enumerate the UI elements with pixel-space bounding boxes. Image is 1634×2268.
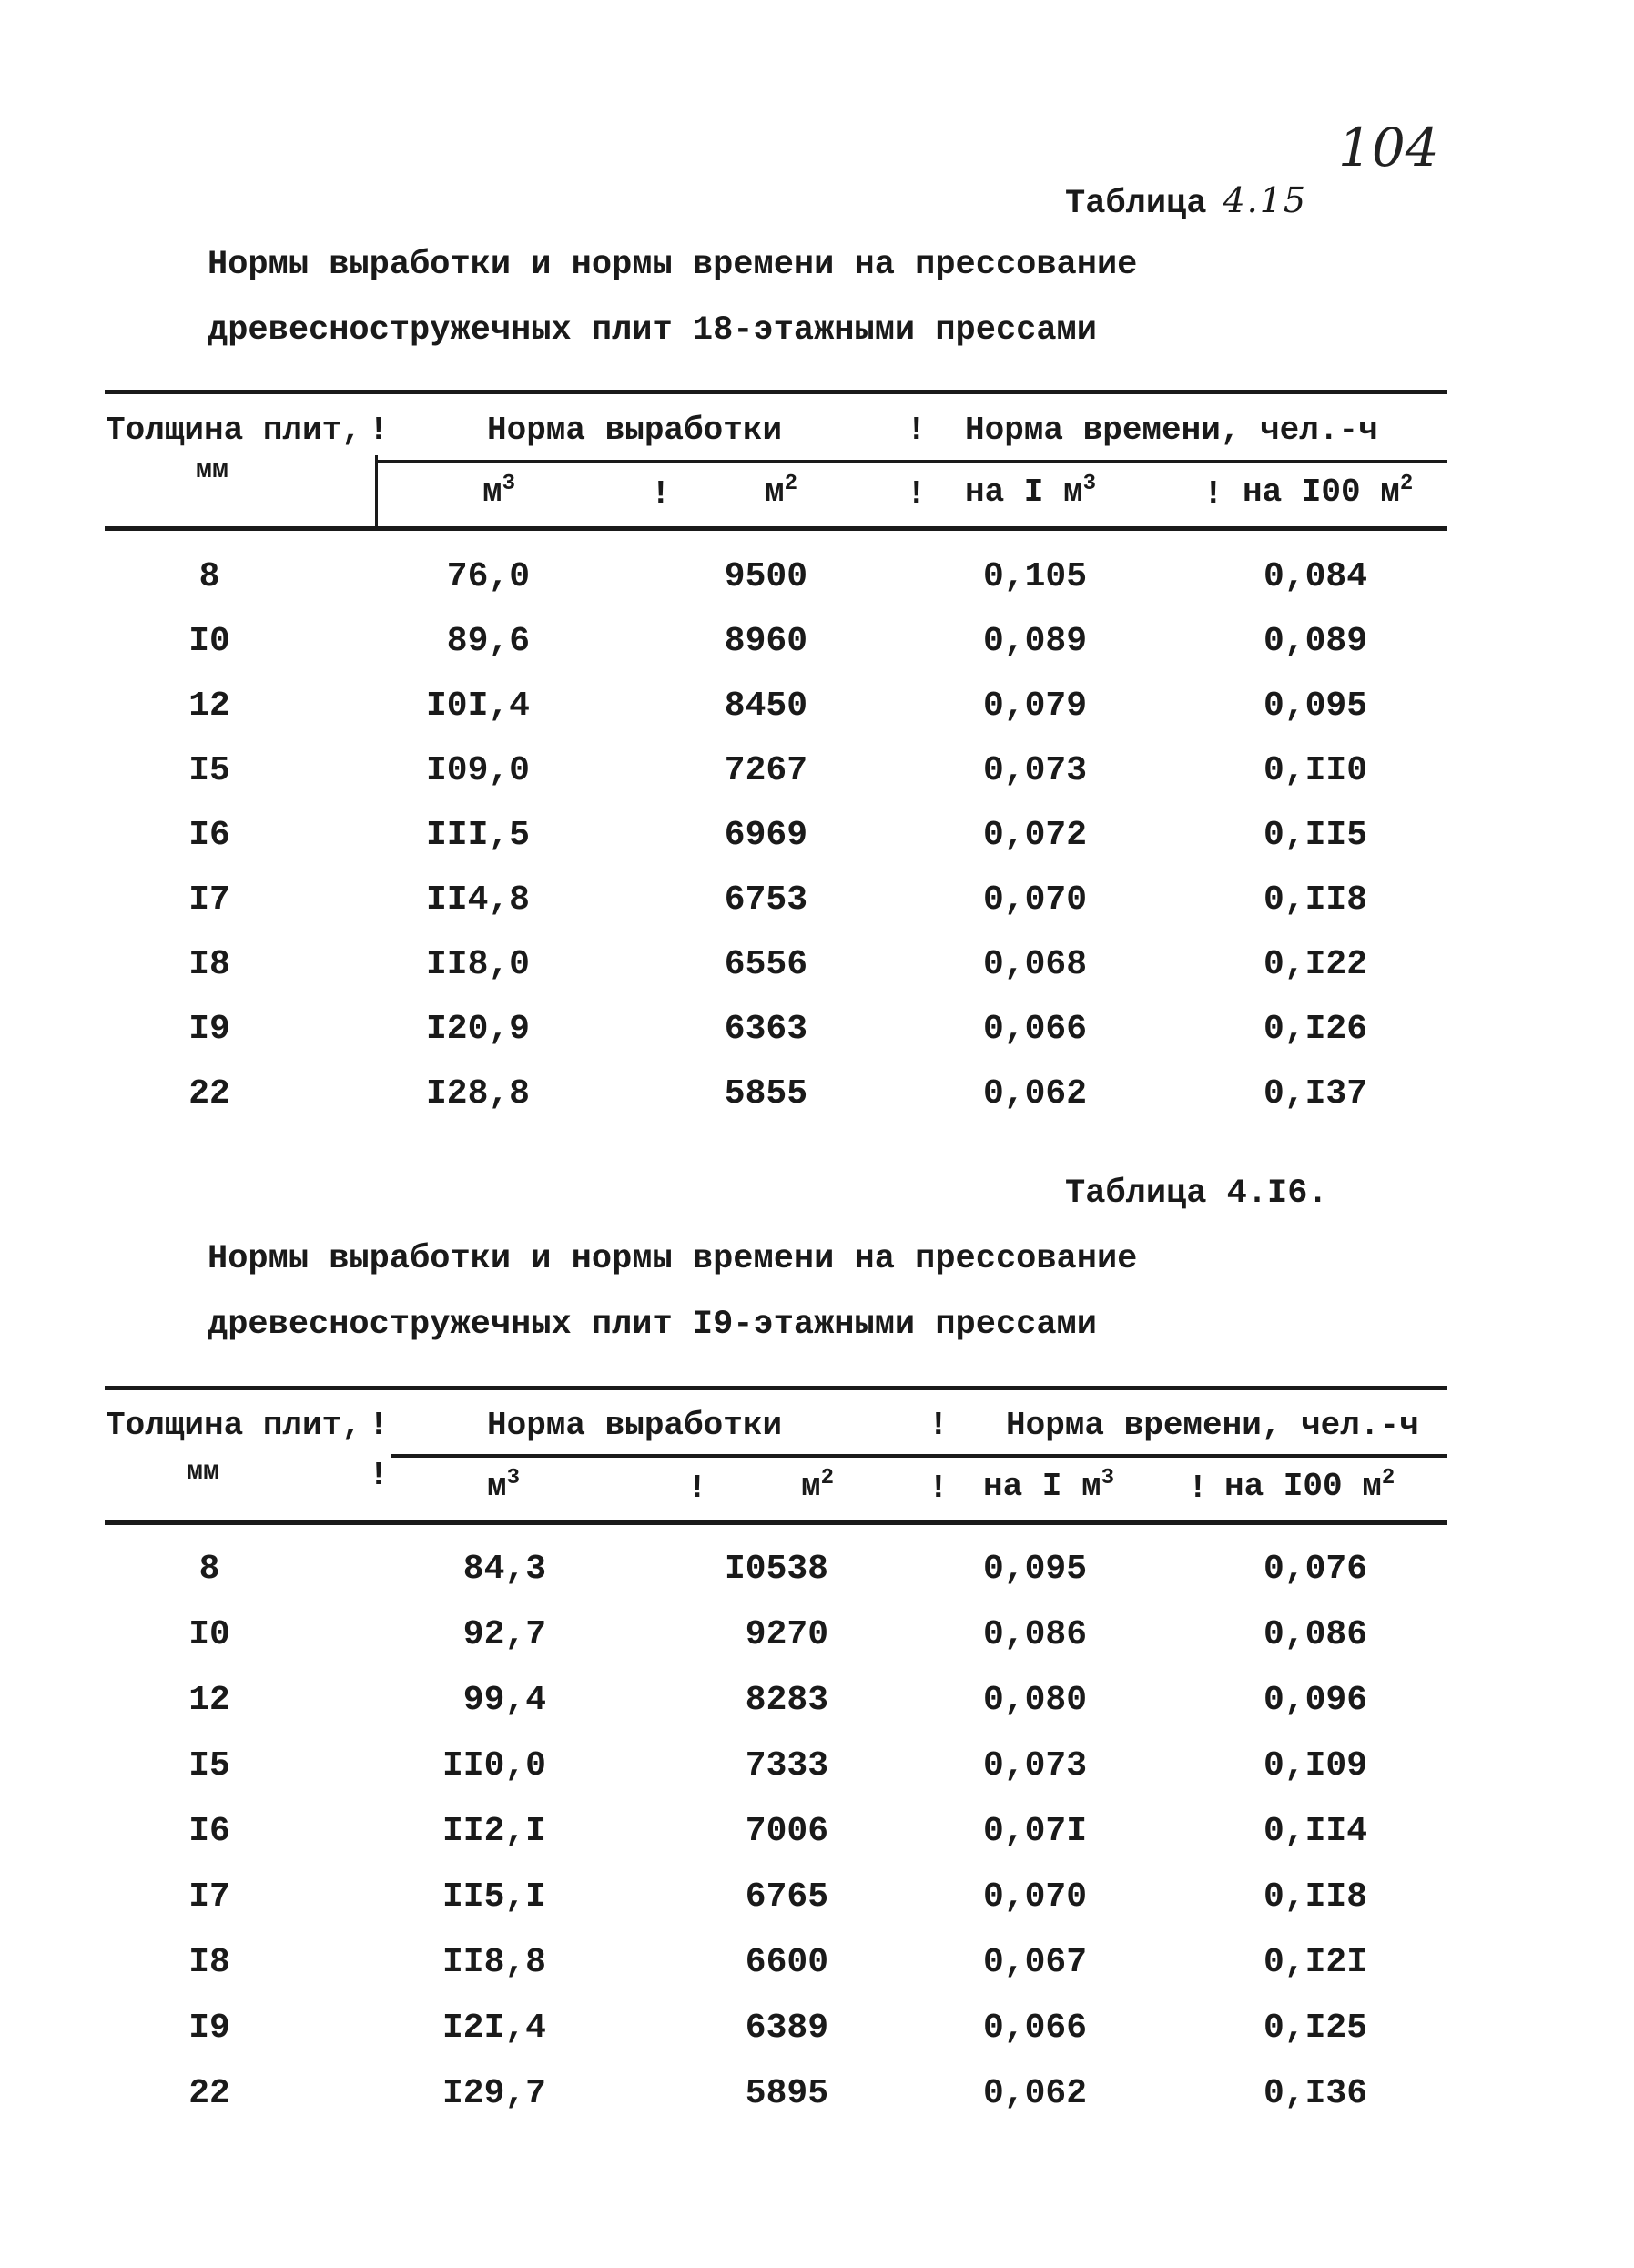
- table-row: [0, 880, 1634, 935]
- column-separator: !: [369, 412, 389, 449]
- unit-label: на I м: [983, 1468, 1101, 1505]
- table-label: [1065, 180, 1307, 223]
- cell-time-100m2: 0,II8: [1264, 1877, 1368, 1917]
- cell-time-1m3: 0,066: [983, 2009, 1088, 2048]
- cell-time-1m3: 0,070: [983, 1877, 1088, 1917]
- table-label: Таблица 4.I6.: [1065, 1175, 1328, 1213]
- table-row: [0, 945, 1634, 1000]
- cell-output-m2: 9270: [745, 1615, 828, 1654]
- cell-time-100m2: 0,096: [1264, 1681, 1368, 1720]
- header-output-group: Норма выработки: [487, 412, 783, 449]
- cell-thickness: I5: [188, 751, 230, 790]
- cell-output-m3: II0,0: [441, 1746, 546, 1785]
- cell-output-m2: 9500: [724, 557, 807, 596]
- cell-time-1m3: 0,07I: [983, 1812, 1088, 1851]
- cell-output-m3: III,5: [425, 816, 530, 855]
- header-thickness: Толщина плит,: [106, 412, 361, 449]
- cell-output-m2: 6556: [724, 945, 807, 984]
- unit-label: на I00 м: [1224, 1468, 1382, 1505]
- table-row: [0, 1746, 1634, 1801]
- cell-time-1m3: 0,068: [983, 945, 1088, 984]
- header-time-per-100m2: [1243, 473, 1413, 511]
- cell-time-100m2: 0,II4: [1264, 1812, 1368, 1851]
- cell-time-100m2: 0,II8: [1264, 880, 1368, 920]
- cell-output-m2: 6969: [724, 816, 807, 855]
- cell-time-1m3: 0,067: [983, 1943, 1088, 1982]
- cell-time-100m2: 0,084: [1264, 557, 1368, 596]
- header-time-per-1m3: [965, 473, 1096, 511]
- cell-time-1m3: 0,073: [983, 1746, 1088, 1785]
- cell-output-m3: 92,7: [462, 1615, 546, 1654]
- table-row: [0, 1812, 1634, 1866]
- cell-time-100m2: 0,I37: [1264, 1074, 1368, 1114]
- cell-thickness: 22: [188, 2074, 230, 2113]
- header-thickness-unit: мм: [196, 455, 229, 486]
- table-row: [0, 687, 1634, 741]
- header-output-m3: [482, 473, 515, 511]
- cell-output-m3: I09,0: [425, 751, 530, 790]
- cell-time-100m2: 0,I26: [1264, 1010, 1368, 1049]
- cell-output-m2: 6765: [745, 1877, 828, 1917]
- cell-thickness: I0: [188, 622, 230, 661]
- table-row: [0, 1877, 1634, 1932]
- cell-thickness: I9: [188, 1010, 230, 1049]
- cell-output-m2: 5895: [745, 2074, 828, 2113]
- cell-output-m2: 6363: [724, 1010, 807, 1049]
- column-separator: !: [369, 1407, 389, 1444]
- header-output-group: Норма выработки: [487, 1407, 783, 1444]
- cell-time-100m2: 0,086: [1264, 1615, 1368, 1654]
- unit-label: на I00 м: [1243, 473, 1400, 511]
- cell-thickness: I6: [188, 816, 230, 855]
- cell-time-1m3: 0,089: [983, 622, 1088, 661]
- cell-thickness: 8: [198, 557, 220, 596]
- column-separator: !: [1203, 475, 1223, 513]
- cell-output-m3: 76,0: [446, 557, 530, 596]
- cell-output-m3: I20,9: [425, 1010, 530, 1049]
- cell-output-m2: 6389: [745, 2009, 828, 2048]
- column-separator: !: [929, 1470, 949, 1507]
- column-separator: !: [929, 1407, 949, 1444]
- header-output-m2: [765, 473, 797, 511]
- table-row: [0, 1010, 1634, 1064]
- cell-thickness: I7: [188, 880, 230, 920]
- cell-time-1m3: 0,073: [983, 751, 1088, 790]
- cell-time-1m3: 0,079: [983, 687, 1088, 726]
- header-thickness: Толщина плит,: [106, 1407, 361, 1444]
- table-title-line-2: древесностружечных плит 18-этажными прессами: [208, 311, 1097, 350]
- table-row: [0, 751, 1634, 806]
- unit-superscript: 2: [820, 1466, 835, 1490]
- cell-time-1m3: 0,062: [983, 1074, 1088, 1114]
- table-row: [0, 1074, 1634, 1129]
- cell-time-1m3: 0,086: [983, 1615, 1088, 1654]
- column-separator: !: [651, 475, 671, 513]
- cell-output-m2: I0538: [724, 1550, 828, 1589]
- cell-time-1m3: 0,062: [983, 2074, 1088, 2113]
- cell-output-m2: 7267: [724, 751, 807, 790]
- table-row: [0, 2074, 1634, 2129]
- cell-output-m3: II2,I: [441, 1812, 546, 1851]
- unit-label: м: [482, 473, 502, 511]
- unit-superscript: 2: [784, 472, 798, 496]
- column-separator: !: [687, 1470, 707, 1507]
- cell-thickness: 12: [188, 1681, 230, 1720]
- cell-time-100m2: 0,I25: [1264, 2009, 1368, 2048]
- header-output-m2: [801, 1468, 834, 1505]
- unit-label: м: [765, 473, 785, 511]
- cell-time-100m2: 0,076: [1264, 1550, 1368, 1589]
- table-title-line-1: Нормы выработки и нормы времени на прессование: [208, 246, 1138, 284]
- cell-output-m2: 8960: [724, 622, 807, 661]
- cell-thickness: 22: [188, 1074, 230, 1114]
- cell-time-100m2: 0,I36: [1264, 2074, 1368, 2113]
- table-row: [0, 557, 1634, 612]
- cell-time-1m3: 0,066: [983, 1010, 1088, 1049]
- table-title-line-1: Нормы выработки и нормы времени на прессование: [208, 1240, 1138, 1278]
- cell-time-1m3: 0,095: [983, 1550, 1088, 1589]
- cell-output-m2: 6600: [745, 1943, 828, 1982]
- header-bottom-rule: [105, 526, 1447, 531]
- cell-output-m3: II4,8: [425, 880, 530, 920]
- table-row: [0, 1943, 1634, 1998]
- cell-output-m3: I29,7: [441, 2074, 546, 2113]
- header-bottom-rule: [105, 1520, 1447, 1525]
- cell-time-1m3: 0,070: [983, 880, 1088, 920]
- unit-superscript: 3: [1101, 1466, 1115, 1490]
- header-time-per-100m2: [1224, 1468, 1395, 1505]
- cell-time-1m3: 0,072: [983, 816, 1088, 855]
- table-number-handwritten: 4.15: [1223, 180, 1308, 220]
- table-row: [0, 816, 1634, 870]
- cell-output-m3: 89,6: [446, 622, 530, 661]
- cell-output-m2: 8450: [724, 687, 807, 726]
- unit-superscript: 3: [502, 472, 516, 496]
- cell-output-m2: 5855: [724, 1074, 807, 1114]
- cell-time-100m2: 0,I09: [1264, 1746, 1368, 1785]
- cell-thickness: 8: [198, 1550, 220, 1589]
- cell-time-1m3: 0,105: [983, 557, 1088, 596]
- cell-output-m3: II8,8: [441, 1943, 546, 1982]
- cell-time-100m2: 0,II5: [1264, 816, 1368, 855]
- cell-time-100m2: 0,I2I: [1264, 1943, 1368, 1982]
- cell-output-m2: 6753: [724, 880, 807, 920]
- cell-output-m2: 7333: [745, 1746, 828, 1785]
- cell-thickness: I9: [188, 2009, 230, 2048]
- cell-thickness: I8: [188, 1943, 230, 1982]
- cell-thickness: I8: [188, 945, 230, 984]
- cell-time-100m2: 0,095: [1264, 687, 1368, 726]
- cell-time-100m2: 0,II0: [1264, 751, 1368, 790]
- table-top-rule: [105, 1386, 1447, 1390]
- table-row: [0, 622, 1634, 676]
- column-separator: !: [1188, 1470, 1208, 1507]
- table-top-rule: [105, 390, 1447, 394]
- table-title-line-2: древесностружечных плит I9-этажными прессами: [208, 1306, 1097, 1344]
- cell-output-m2: 7006: [745, 1812, 828, 1851]
- table-label-text: Таблица: [1065, 185, 1207, 223]
- cell-output-m2: 8283: [745, 1681, 828, 1720]
- unit-label: на I м: [965, 473, 1083, 511]
- column-separator-line: [375, 455, 378, 526]
- header-time-group: Норма времени, чел.-ч: [965, 412, 1378, 449]
- header-output-m3: [487, 1468, 520, 1505]
- column-separator: !: [369, 1457, 389, 1494]
- cell-thickness: 12: [188, 687, 230, 726]
- cell-thickness: I5: [188, 1746, 230, 1785]
- cell-output-m3: 84,3: [462, 1550, 546, 1589]
- header-thickness-unit: мм: [187, 1457, 220, 1488]
- unit-superscript: 2: [1381, 1466, 1395, 1490]
- cell-thickness: I0: [188, 1615, 230, 1654]
- table-row: [0, 1615, 1634, 1670]
- page-number: 104: [1338, 117, 1439, 178]
- header-time-per-1m3: [983, 1468, 1114, 1505]
- table-row: [0, 1681, 1634, 1735]
- column-separator: !: [907, 412, 927, 449]
- header-sub-rule: [378, 460, 1447, 463]
- header-time-group: Норма времени, чел.-ч: [1006, 1407, 1419, 1444]
- column-separator: !: [907, 475, 927, 513]
- cell-output-m3: II8,0: [425, 945, 530, 984]
- cell-output-m3: II5,I: [441, 1877, 546, 1917]
- cell-output-m3: 99,4: [462, 1681, 546, 1720]
- unit-superscript: 3: [506, 1466, 521, 1490]
- cell-output-m3: I0I,4: [425, 687, 530, 726]
- cell-time-100m2: 0,089: [1264, 622, 1368, 661]
- cell-thickness: I7: [188, 1877, 230, 1917]
- unit-superscript: 2: [1399, 472, 1414, 496]
- unit-label: м: [487, 1468, 507, 1505]
- unit-superscript: 3: [1082, 472, 1097, 496]
- cell-output-m3: I2I,4: [441, 2009, 546, 2048]
- header-sub-rule: [391, 1454, 1447, 1458]
- unit-label: м: [801, 1468, 821, 1505]
- cell-time-100m2: 0,I22: [1264, 945, 1368, 984]
- table-row: [0, 2009, 1634, 2063]
- cell-output-m3: I28,8: [425, 1074, 530, 1114]
- cell-time-1m3: 0,080: [983, 1681, 1088, 1720]
- table-row: [0, 1550, 1634, 1604]
- cell-thickness: I6: [188, 1812, 230, 1851]
